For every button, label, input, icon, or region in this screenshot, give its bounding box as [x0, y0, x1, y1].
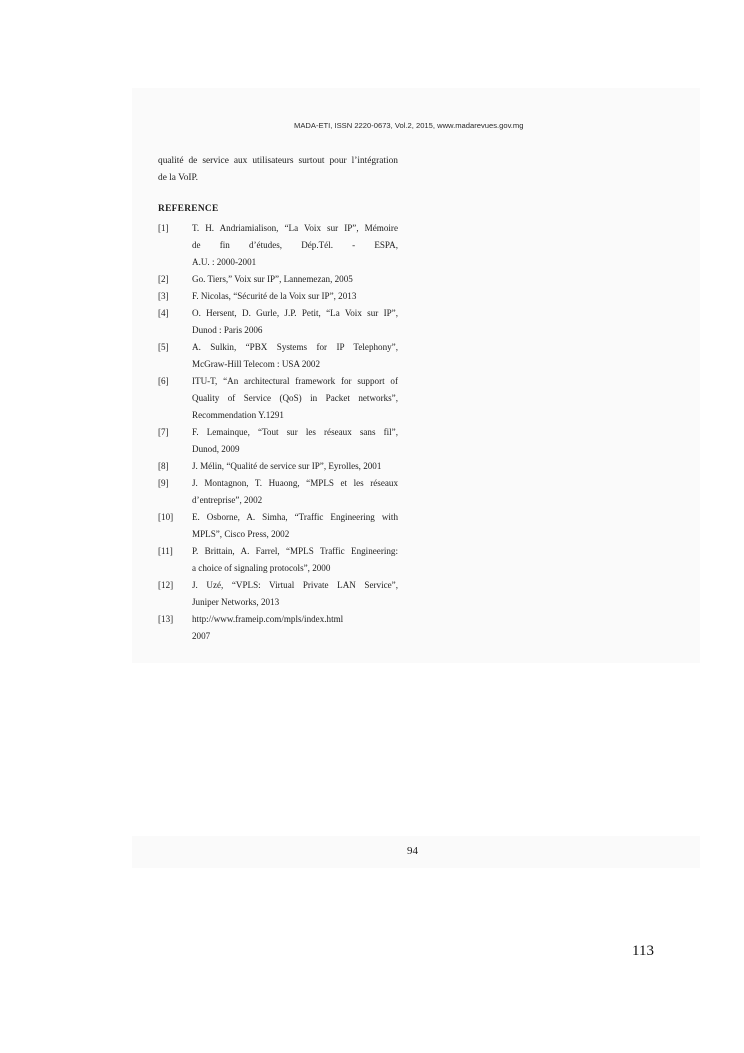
reference-line: A. Sulkin, “PBX Systems for IP Telephony”,: [192, 342, 398, 352]
reference-number: [10]: [158, 512, 174, 522]
reference-line: Quality of Service (QoS) in Packet networks”,: [192, 393, 398, 403]
reference-line: 2007: [192, 631, 211, 641]
reference-item: [158, 288, 398, 305]
reference-item: [158, 373, 398, 424]
reference-line: http://www.frameip.com/mpls/index.html: [192, 614, 344, 624]
reference-line: T. H. Andriamialison, “La Voix sur IP”, Mémoire: [192, 223, 398, 233]
reference-line: McGraw-Hill Telecom : USA 2002: [192, 359, 321, 369]
reference-line: Dunod : Paris 2006: [192, 325, 263, 335]
intro-line: qualité de service aux utilisateurs surtout pour l’intégration: [158, 156, 398, 166]
reference-number: [4]: [158, 308, 169, 318]
journal-page-number: 94: [407, 845, 418, 857]
reference-number: [6]: [158, 376, 169, 386]
reference-line: Recommendation Y.1291: [192, 410, 284, 420]
reference-number: [11]: [158, 546, 173, 556]
journal-header: MADA-ETI, ISSN 2220-0673, Vol.2, 2015, www.madarevues.gov.mg: [294, 121, 524, 130]
reference-line: J. Uzé, “VPLS: Virtual Private LAN Service”,: [192, 580, 398, 590]
reference-line: d’entreprise”, 2002: [192, 495, 263, 505]
reference-text: [192, 509, 398, 543]
reference-line: A.U. : 2000-2001: [192, 257, 257, 267]
reference-text: [192, 288, 398, 305]
reference-item: [158, 611, 398, 645]
reference-text: [192, 220, 398, 271]
reference-number: [5]: [158, 342, 169, 352]
reference-line: a choice of signaling protocols”, 2000: [192, 563, 331, 573]
reference-line: MPLS”, Cisco Press, 2002: [192, 529, 290, 539]
intro-paragraph: [158, 153, 398, 187]
reference-line: de fin d’études, Dép.Tél. - ESPA,: [192, 240, 398, 250]
reference-text: [192, 424, 398, 458]
reference-line: Dunod, 2009: [192, 444, 240, 454]
reference-item: [158, 458, 398, 475]
reference-line: Go. Tiers,” Voix sur IP”, Lannemezan, 2005: [192, 274, 353, 284]
reference-number: [12]: [158, 580, 174, 590]
reference-line: ITU-T, “An architectural framework for support of: [192, 376, 398, 386]
reference-item: [158, 271, 398, 288]
reference-item: [158, 509, 398, 543]
reference-number: [1]: [158, 223, 169, 233]
reference-text: [192, 305, 398, 339]
reference-text: [192, 373, 398, 424]
reference-item: [158, 577, 398, 611]
reference-text: [192, 271, 398, 288]
reference-text: [192, 458, 398, 475]
reference-item: [158, 475, 398, 509]
reference-item: [158, 220, 398, 271]
reference-number: [3]: [158, 291, 169, 301]
reference-text: [192, 339, 398, 373]
reference-item: [158, 424, 398, 458]
reference-line: J. Mélin, “Qualité de service sur IP”, Eyrolles, 2001: [192, 461, 382, 471]
intro-line: de la VoIP.: [158, 173, 199, 183]
reference-line: E. Osborne, A. Simha, “Traffic Engineering with: [192, 512, 398, 522]
reference-text: [192, 543, 398, 577]
reference-number: [13]: [158, 614, 174, 624]
reference-line: P. Brittain, A. Farrel, “MPLS Traffic Engineering:: [192, 546, 398, 556]
document-page-number: 113: [632, 943, 654, 959]
reference-line: Juniper Networks, 2013: [192, 597, 280, 607]
reference-number: [8]: [158, 461, 169, 471]
reference-line: O. Hersent, D. Gurle, J.P. Petit, “La Voix sur IP”,: [192, 308, 398, 318]
reference-number: [2]: [158, 274, 169, 284]
reference-line: F. Lemainque, “Tout sur les réseaux sans fil”,: [192, 427, 398, 437]
reference-number: [9]: [158, 478, 169, 488]
reference-line: F. Nicolas, “Sécurité de la Voix sur IP”, 2013: [192, 291, 357, 301]
references-list: [158, 220, 398, 645]
reference-text: [192, 475, 398, 509]
reference-item: [158, 305, 398, 339]
reference-item: [158, 339, 398, 373]
reference-number: [7]: [158, 427, 169, 437]
reference-line: J. Montagnon, T. Huaong, “MPLS et les réseaux: [192, 478, 398, 488]
reference-text: [192, 577, 398, 611]
reference-text: [192, 611, 398, 645]
reference-item: [158, 543, 398, 577]
references-heading: REFERENCE: [158, 204, 219, 214]
